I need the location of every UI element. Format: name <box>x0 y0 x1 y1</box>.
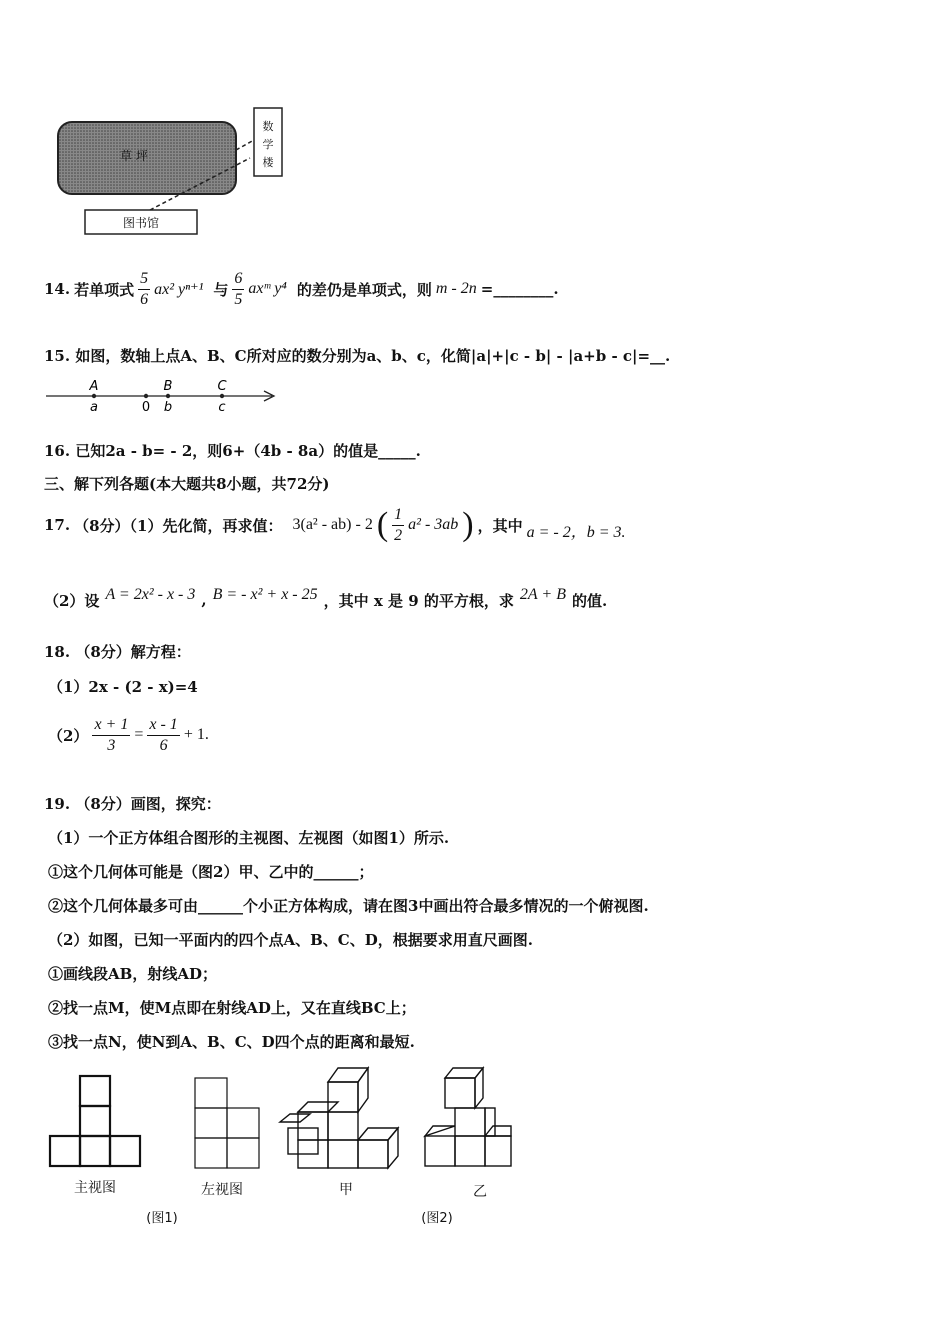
q14-term-1: ax² yⁿ⁺¹ <box>154 281 204 298</box>
left-view <box>195 1078 259 1168</box>
cube-figures-svg <box>40 1060 540 1240</box>
q17-fraction: $\frac{1}{2}$ <box>394 505 403 544</box>
question-16: 16. 已知2a - b= - 2，则6+（4b - 8a）的值是_____. <box>44 442 421 460</box>
caption-left-view: 左视图 <box>201 1182 243 1198</box>
number-line-point <box>166 394 170 398</box>
number-line-point-label: C <box>217 379 227 394</box>
q19-line-7: ②找一点M，使M点即在射线AD上，又在直线BC上； <box>48 999 416 1017</box>
q17-number: 17. <box>44 516 71 534</box>
map-figure <box>50 100 300 245</box>
q17-comma: , <box>201 591 207 609</box>
q17-part2-text-c: 的值. <box>571 591 608 610</box>
caption-yi: 乙 <box>473 1184 487 1200</box>
q14-text-c: 的差仍是单项式，则 <box>296 280 432 299</box>
q19-line-3: ①这个几何体可能是（图2）甲、乙中的______； <box>48 863 374 881</box>
q17-paren-open: ( <box>376 506 389 543</box>
q14-expression: m - 2n <box>435 280 477 297</box>
q17-B-expression: B = - x² + x - 25 <box>212 586 318 603</box>
q14-fraction-2: $\frac{6}{5}$ <box>234 269 243 308</box>
number-line-value-label: c <box>218 400 226 415</box>
number-line-point <box>220 394 224 398</box>
caption-jia: 甲 <box>339 1182 353 1198</box>
number-line-point-label: A <box>89 379 99 394</box>
playground-label: 草 坪 <box>120 149 148 163</box>
q14-text-a: 若单项式 <box>74 280 135 299</box>
q18-fraction-2: $\frac{x - 1}{6}$ <box>149 715 178 754</box>
caption-figure-1: (图1) <box>146 1211 178 1226</box>
front-view <box>50 1076 140 1166</box>
q14-text-d: =________. <box>480 280 559 298</box>
q18-equals: = <box>134 726 144 743</box>
number-line-value-label: a <box>90 400 98 415</box>
q18-part2-label: （2） <box>48 726 89 745</box>
number-line-value-label: 0 <box>141 400 151 415</box>
question-15: 15. 如图，数轴上点A、B、C所对应的数分别为a、b、c，化简|a|+|c - b| - |a+b - c|=__. <box>44 347 671 365</box>
q18-fraction-1: $\frac{x + 1}{3}$ <box>94 715 129 754</box>
question-17-part-1 <box>44 503 626 547</box>
q17-paren-close: ) <box>462 506 474 543</box>
q19-line-5: （2）如图，已知一平面内的四个点A、B、C、D，根据要求用直尺画图. <box>48 931 533 949</box>
caption-front-view: 主视图 <box>74 1180 116 1196</box>
q19-line-2: （1）一个正方体组合图形的主视图、左视图（如图1）所示. <box>48 829 450 847</box>
q19-line-4: ②这个几何体最多可由______个小正方体构成，请在图3中画出符合最多情况的一个俯视图. <box>48 897 649 915</box>
q17-text-b: ，其中 <box>477 516 523 535</box>
q19-line-1: 19. （8分）画图，探究： <box>44 795 221 813</box>
library-label: 图书馆 <box>122 216 160 230</box>
q14-term-2: axᵐ y⁴ <box>248 280 287 297</box>
q17-condition: a = - 2，b = 3. <box>526 523 626 541</box>
q18-tail: + 1. <box>183 726 209 743</box>
number-line-value-label: b <box>163 400 173 415</box>
question-18-part-2 <box>48 710 209 760</box>
math-building-label: 数学楼 <box>262 120 274 169</box>
q14-text-b: 与 <box>213 280 229 299</box>
question-14 <box>44 264 559 314</box>
q17-expression-b: a² - 3ab <box>408 516 459 533</box>
figure-yi <box>425 1068 511 1166</box>
question-18-title: 18. （8分）解方程： <box>44 643 191 661</box>
number-line-point <box>92 394 96 398</box>
caption-figure-2: (图2) <box>421 1211 453 1226</box>
q19-line-8: ③找一点N，使N到A、B、C、D四个点的距离和最短. <box>48 1033 415 1051</box>
number-line-point <box>144 394 148 398</box>
question-17-part-2 <box>44 582 607 618</box>
q14-fraction-1: $\frac{5}{6}$ <box>140 269 149 308</box>
map-figure-svg <box>50 100 300 245</box>
section-3-title: 三、解下列各题(本大题共8小题，共72分) <box>44 475 330 493</box>
q14-number: 14. <box>44 280 71 298</box>
number-line-point-label: B <box>163 379 173 394</box>
q17-part2-text-a: （2）设 <box>44 591 100 610</box>
q17-text-a: （8分）（1）先化简，再求值： <box>74 516 283 535</box>
q19-line-6: ①画线段AB，射线AD； <box>48 965 217 983</box>
q17-expression-a: 3(a² - ab) - 2 <box>292 516 373 533</box>
number-line <box>44 378 284 418</box>
question-18-part-1: （1）2x - (2 - x)=4 <box>48 678 198 696</box>
cube-figures <box>40 1060 540 1240</box>
figure-jia <box>280 1068 398 1168</box>
q17-part2-text-b: ，其中 x 是 9 的平方根，求 <box>323 591 514 610</box>
q17-target: 2A + B <box>519 586 566 603</box>
path-line-2 <box>236 140 254 150</box>
q17-A-expression: A = 2x² - x - 3 <box>105 586 196 603</box>
